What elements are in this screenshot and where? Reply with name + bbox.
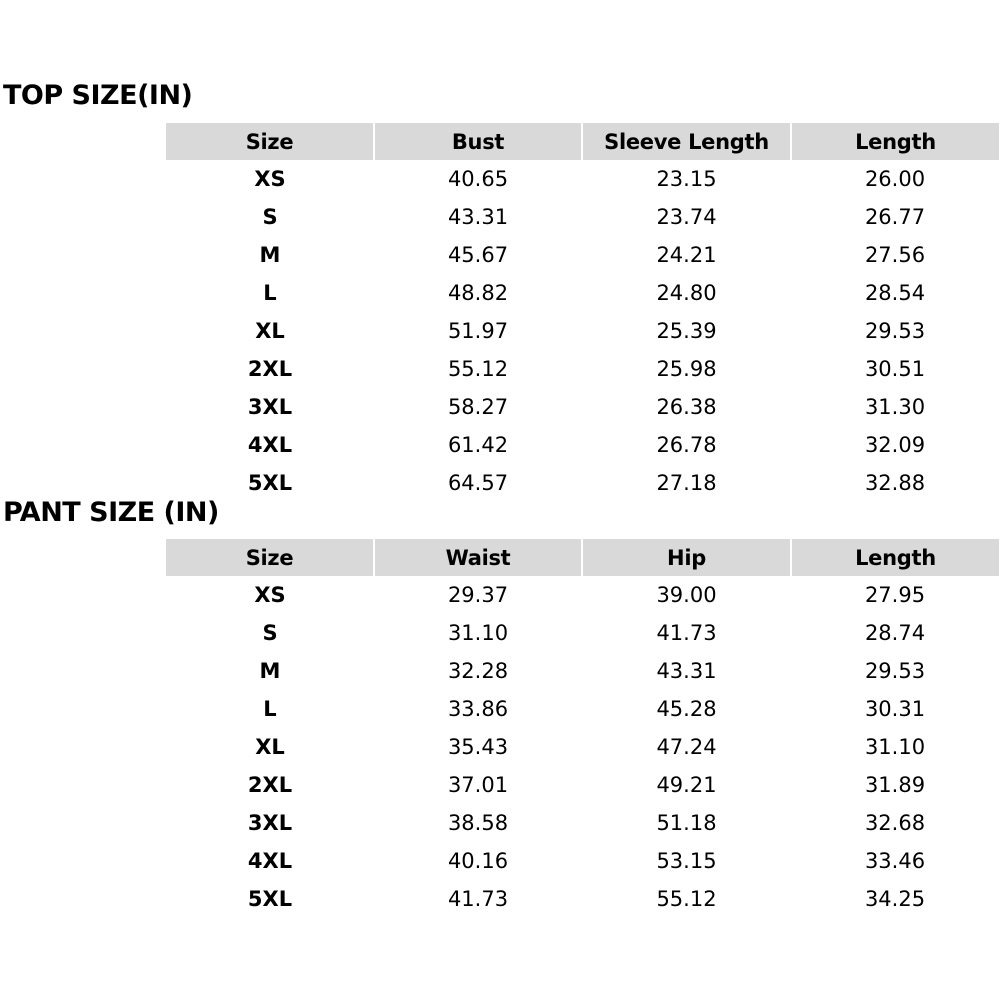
pant-header-hip: Hip: [582, 539, 791, 576]
pant-header-length: Length: [791, 539, 999, 576]
top-length-cell: 32.09: [864, 433, 926, 457]
top-size-title: TOP SIZE(IN): [3, 80, 193, 111]
top-sleeve-length-cell: 24.21: [656, 243, 717, 267]
pant-size-cell: 2XL: [247, 773, 293, 797]
pant-size-cell: 3XL: [247, 811, 293, 835]
top-table-row: [166, 160, 999, 198]
top-size-cell: 2XL: [247, 357, 293, 381]
top-size-cell: S: [262, 205, 278, 229]
top-table-body: [166, 160, 999, 502]
pant-hip-cell: 43.31: [656, 659, 717, 683]
top-length-cell: 26.00: [864, 167, 926, 191]
top-size-cell: XL: [255, 319, 285, 343]
top-length-cell: 29.53: [864, 319, 926, 343]
top-bust-cell: 48.82: [447, 281, 509, 305]
top-sleeve-length-cell: 26.38: [656, 395, 717, 419]
top-bust-cell: 45.67: [447, 243, 509, 267]
top-table-row: [166, 274, 999, 312]
pant-table-row: [166, 728, 999, 766]
top-length-cell: 30.51: [864, 357, 926, 381]
pant-size-cell: L: [263, 697, 277, 721]
pant-size-cell: 4XL: [247, 849, 293, 873]
top-sleeve-length-cell: 25.98: [656, 357, 717, 381]
top-sleeve-length-cell: 23.15: [656, 167, 717, 191]
top-table-row: [166, 426, 999, 464]
top-sleeve-length-cell: 25.39: [656, 319, 717, 343]
pant-table-row: [166, 880, 999, 918]
pant-table-row: [166, 690, 999, 728]
top-size-table: [166, 123, 999, 502]
top-bust-cell: 64.57: [447, 471, 509, 495]
pant-waist-cell: 40.16: [447, 849, 509, 873]
pant-waist-cell: 37.01: [447, 773, 509, 797]
top-length-cell: 28.54: [864, 281, 926, 305]
pant-length-cell: 28.74: [864, 621, 926, 645]
pant-table-row: [166, 766, 999, 804]
pant-table-row: [166, 842, 999, 880]
top-length-cell: 27.56: [864, 243, 926, 267]
pant-hip-cell: 45.28: [656, 697, 717, 721]
top-bust-cell: 43.31: [447, 205, 509, 229]
pant-hip-cell: 41.73: [656, 621, 717, 645]
pant-size-cell: XL: [255, 735, 285, 759]
pant-table-row: [166, 652, 999, 690]
top-table-row: [166, 388, 999, 426]
pant-size-cell: 5XL: [247, 887, 293, 911]
pant-table-row: [166, 576, 999, 614]
pant-header-size: Size: [166, 539, 374, 576]
top-size-cell: 3XL: [247, 395, 293, 419]
pant-header-waist: Waist: [374, 539, 582, 576]
top-size-cell: L: [263, 281, 277, 305]
pant-hip-cell: 49.21: [656, 773, 717, 797]
pant-size-table: [166, 539, 999, 918]
top-length-cell: 32.88: [864, 471, 926, 495]
top-size-cell: XS: [254, 167, 286, 191]
pant-hip-cell: 39.00: [656, 583, 717, 607]
top-table-row: [166, 464, 999, 502]
pant-length-cell: 30.31: [864, 697, 926, 721]
top-header-size: Size: [166, 123, 374, 160]
top-header-length: Length: [791, 123, 999, 160]
pant-length-cell: 31.89: [864, 773, 926, 797]
top-bust-cell: 51.97: [447, 319, 509, 343]
pant-length-cell: 34.25: [864, 887, 926, 911]
pant-hip-cell: 47.24: [656, 735, 717, 759]
top-size-cell: M: [259, 243, 281, 267]
pant-hip-cell: 55.12: [656, 887, 717, 911]
pant-length-cell: 33.46: [864, 849, 926, 873]
pant-waist-cell: 32.28: [447, 659, 509, 683]
top-length-cell: 26.77: [864, 205, 926, 229]
top-bust-cell: 58.27: [447, 395, 509, 419]
top-header-row: [166, 123, 999, 160]
pant-table-row: [166, 804, 999, 842]
pant-size-cell: M: [259, 659, 281, 683]
pant-size-cell: S: [262, 621, 278, 645]
top-sleeve-length-cell: 23.74: [656, 205, 717, 229]
pant-table-row: [166, 614, 999, 652]
pant-waist-cell: 33.86: [447, 697, 509, 721]
pant-waist-cell: 35.43: [447, 735, 509, 759]
top-sleeve-length-cell: 26.78: [656, 433, 717, 457]
pant-table-body: [166, 576, 999, 918]
top-sleeve-length-cell: 27.18: [656, 471, 717, 495]
pant-header-row: [166, 539, 999, 576]
pant-waist-cell: 41.73: [447, 887, 509, 911]
top-header-bust: Bust: [374, 123, 582, 160]
top-bust-cell: 40.65: [447, 167, 509, 191]
top-table-row: [166, 236, 999, 274]
top-bust-cell: 55.12: [447, 357, 509, 381]
pant-length-cell: 31.10: [864, 735, 926, 759]
pant-waist-cell: 29.37: [447, 583, 509, 607]
pant-hip-cell: 51.18: [656, 811, 717, 835]
pant-length-cell: 32.68: [864, 811, 926, 835]
pant-waist-cell: 38.58: [447, 811, 509, 835]
pant-size-cell: XS: [254, 583, 286, 607]
top-table-row: [166, 350, 999, 388]
top-table-row: [166, 312, 999, 350]
top-length-cell: 31.30: [864, 395, 926, 419]
pant-length-cell: 27.95: [864, 583, 926, 607]
top-header-sleeve-length: Sleeve Length: [582, 123, 791, 160]
top-table-row: [166, 198, 999, 236]
pant-waist-cell: 31.10: [447, 621, 509, 645]
pant-size-title: PANT SIZE (IN): [3, 497, 219, 528]
pant-length-cell: 29.53: [864, 659, 926, 683]
top-bust-cell: 61.42: [447, 433, 509, 457]
pant-hip-cell: 53.15: [656, 849, 717, 873]
top-sleeve-length-cell: 24.80: [656, 281, 717, 305]
top-size-cell: 5XL: [247, 471, 293, 495]
top-size-cell: 4XL: [247, 433, 293, 457]
